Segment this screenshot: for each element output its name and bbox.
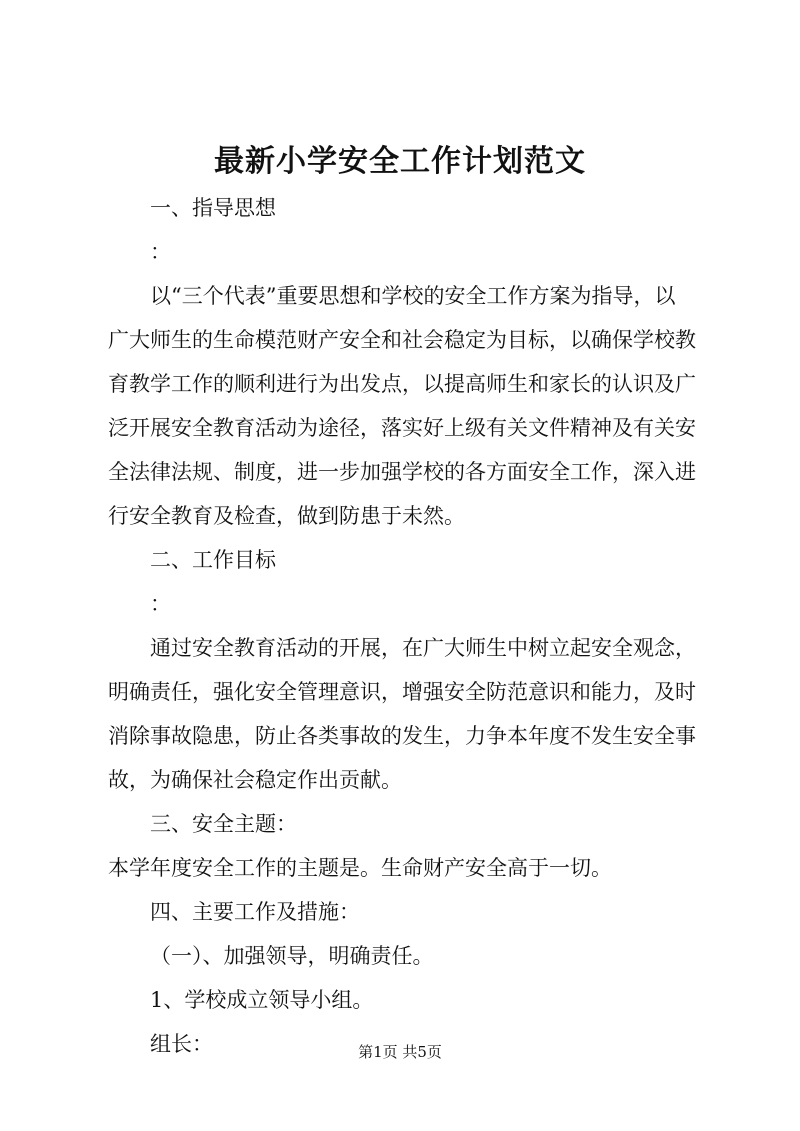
document-body xyxy=(108,186,708,1066)
paragraph-line: 育教学工作的顺利进行为出发点，以提高师生和家长的认识及广 xyxy=(108,372,696,396)
section-heading-2: 二、工作目标 xyxy=(150,548,276,572)
paragraph-line: 故，为确保社会稳定作出贡献。 xyxy=(108,768,402,792)
section-heading-4: 四、主要工作及措施： xyxy=(150,900,360,924)
list-item: 1、学校成立领导小组。 xyxy=(150,988,374,1012)
paragraph-guiding-thought xyxy=(108,274,708,538)
paragraph-line: 泛开展安全教育活动为途径，落实好上级有关文件精神及有关安 xyxy=(108,416,696,440)
paragraph-work-goals xyxy=(108,626,708,802)
document-title: 最新小学安全工作计划范文 xyxy=(214,144,586,179)
paragraph-line: 本学年度安全工作的主题是。生命财产安全高于一切。 xyxy=(108,856,612,880)
page-footer: 第1页 共5页 xyxy=(358,1043,442,1061)
paragraph-line: 通过安全教育活动的开展，在广大师生中树立起安全观念， xyxy=(150,636,696,660)
paragraph-line: 广大师生的生命模范财产安全和社会稳定为目标，以确保学校教 xyxy=(108,328,696,352)
paragraph-line: 明确责任，强化安全管理意识，增强安全防范意识和能力，及时 xyxy=(108,680,696,704)
paragraph-line: 全法律法规、制度，进一步加强学校的各方面安全工作，深入进 xyxy=(108,460,696,484)
colon-line: ： xyxy=(150,592,171,616)
section-heading-1: 一、指导思想 xyxy=(150,196,276,220)
paragraph-line: 以“三个代表”重要思想和学校的安全工作方案为指导，以 xyxy=(150,284,676,308)
paragraph-line: 消除事故隐患，防止各类事故的发生，力争本年度不发生安全事 xyxy=(108,724,696,748)
paragraph-line: 行安全教育及检查，做到防患于未然。 xyxy=(108,504,465,528)
subsection-heading: （一）、加强领导，明确责任。 xyxy=(150,944,434,968)
colon-line: ： xyxy=(150,240,171,264)
section-heading-3: 三、安全主题： xyxy=(150,812,297,836)
list-item: 组长： xyxy=(150,1032,213,1056)
